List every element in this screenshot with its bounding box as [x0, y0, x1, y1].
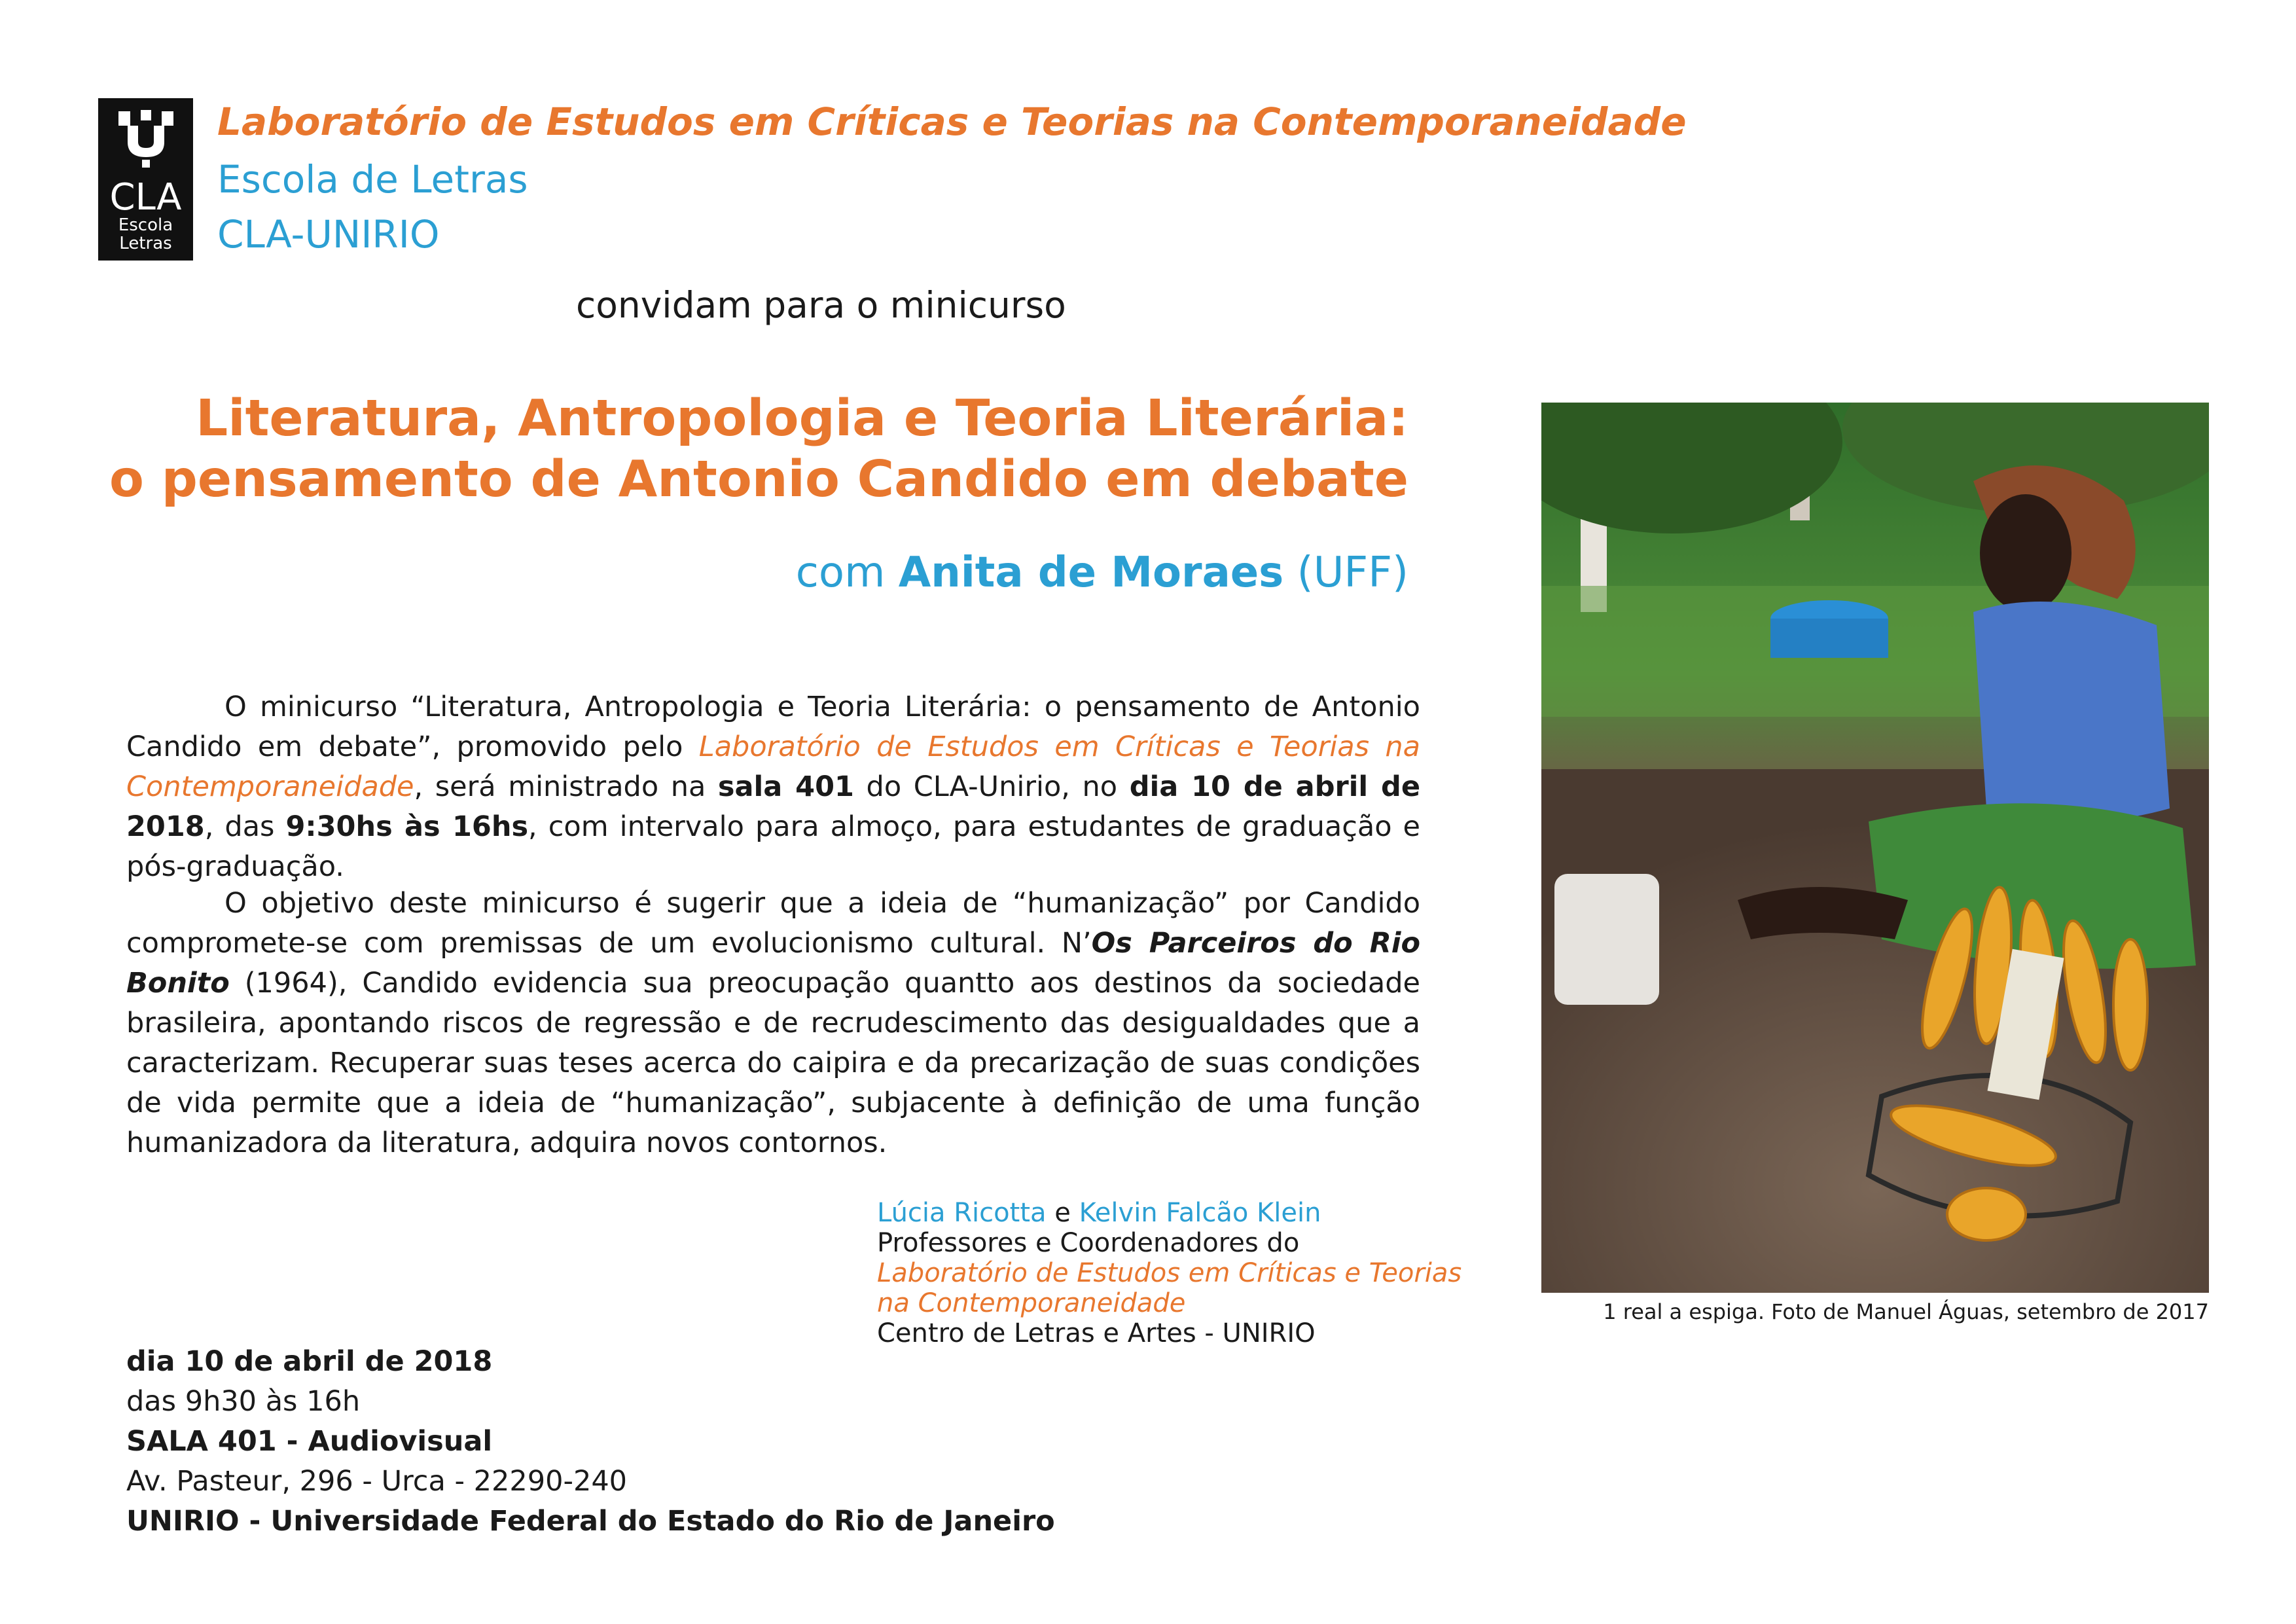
photo-corn-vendor [1541, 403, 2209, 1293]
para2-book-title: Os Parceiros do Rio Bonito [126, 927, 1420, 1000]
para1-room: sala 401 [717, 770, 854, 803]
coordinator-role: Professores e Coordenadores do [877, 1228, 1300, 1258]
unirio-emblem-icon [113, 106, 179, 171]
para2-text2: (1964), Candido evidencia sua preocupação quantto aos destinos da sociedade brasileira, apontando riscos de regressão e de recrudescimento das desigualdades que a caracterizam. Recuperar suas teses acerca do caipira e da precarização de suas condições de vida permite que a ideia de “humanização”, subjacente à definição de uma função humanizadora da literatura, adquira novos contornos. [126, 967, 1420, 1159]
logo-sub1: Escola [118, 215, 173, 235]
school-name: Escola de Letras [217, 157, 528, 202]
event-address: Av. Pasteur, 296 - Urca - 22290-240 [126, 1465, 628, 1498]
event-university: UNIRIO - Universidade Federal do Estado do Rio de Janeiro [126, 1505, 1055, 1538]
event-date: dia 10 de abril de 2018 [126, 1345, 493, 1378]
logo-sub2: Letras [119, 234, 172, 253]
course-title-line1: Literatura, Antropologia e Teoria Literária: [196, 389, 1408, 448]
paragraph-intro [126, 687, 1420, 887]
para2-text1: O objetivo deste minicurso é sugerir que a ideia de “humanização” por Candido compromete-se com premissas de um evolucionismo cultural. N’ [126, 887, 1420, 960]
guest-name: Anita de Moraes [898, 549, 1284, 597]
signature-block [877, 1198, 1462, 1348]
logo-cla-text: CLA [109, 176, 182, 219]
photo-caption: 1 real a espiga. Foto de Manuel Águas, setembro de 2017 [1603, 1299, 2209, 1324]
coordinator-1: Lúcia Ricotta [877, 1198, 1047, 1228]
para1-date: dia 10 de abril de 2018 [126, 770, 1420, 843]
institution-name: CLA-UNIRIO [217, 212, 440, 257]
para1-text4: , das [204, 810, 286, 843]
paragraph-objective [126, 884, 1420, 1163]
signature-lab-line2: na Contemporaneidade [877, 1288, 1186, 1318]
para1-text3: do CLA-Unirio, no [853, 770, 1130, 803]
para1-text1: O minicurso “Literatura, Antropologia e Teoria Literária: o pensamento de Antonio Candido em debate”, promovido pelo [126, 691, 1420, 763]
signature-lab-line1: Laboratório de Estudos em Críticas e Teorias [877, 1258, 1462, 1288]
lab-name: Laboratório de Estudos em Críticas e Teorias na Contemporaneidade [217, 99, 1687, 144]
cla-logo [98, 98, 193, 261]
event-info [126, 1342, 1055, 1542]
para1-time: 9:30hs às 16hs [285, 810, 529, 843]
para1-text2: , será ministrado na [414, 770, 718, 803]
guest-with: com [795, 549, 886, 597]
guest-affiliation: (UFF) [1297, 549, 1408, 597]
invite-text: convidam para o minicurso [576, 284, 1066, 326]
signature-and: e [1046, 1198, 1079, 1228]
coordinator-2: Kelvin Falcão Klein [1079, 1198, 1321, 1228]
signature-center: Centro de Letras e Artes - UNIRIO [877, 1318, 1316, 1348]
guest-line [796, 549, 1408, 597]
para1-text5: , com intervalo para almoço, para estudantes de graduação e pós-graduação. [126, 810, 1421, 883]
para1-lab-name: Laboratório de Estudos em Críticas e Teorias na Contemporaneidade [126, 731, 1420, 803]
event-room: SALA 401 - Audiovisual [126, 1425, 493, 1458]
event-hours: das 9h30 às 16h [126, 1385, 361, 1418]
photo-image [1541, 403, 2209, 1293]
course-title-line2: o pensamento de Antonio Candido em debate [109, 450, 1408, 509]
